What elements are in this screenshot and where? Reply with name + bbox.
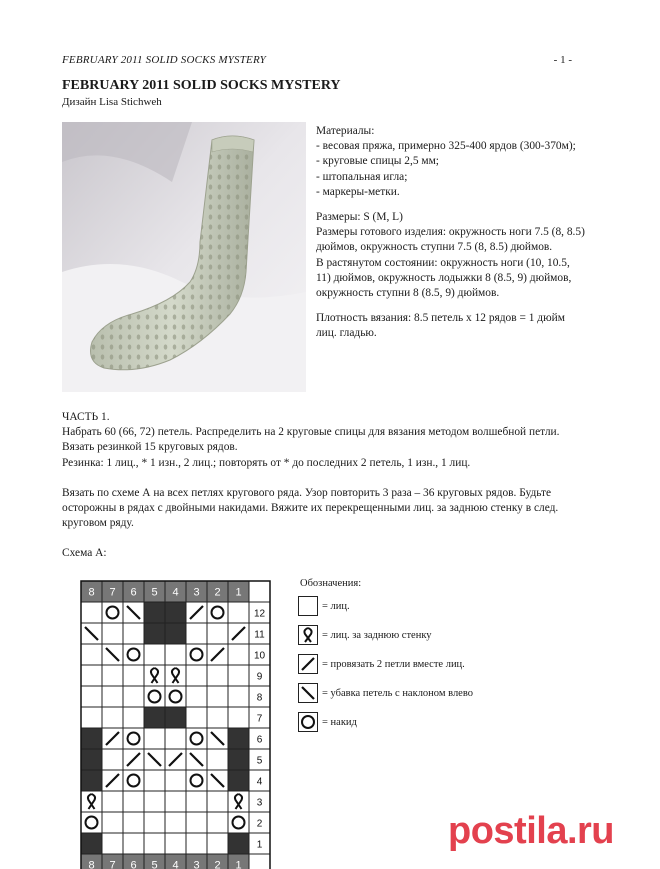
chart-cell — [102, 602, 123, 623]
chart-cell — [228, 812, 249, 833]
legend-item-yo — [298, 712, 357, 732]
chart-cell — [81, 833, 102, 854]
legend-item-ssk — [298, 683, 473, 703]
chart-cell — [144, 728, 165, 749]
chart-column-number: 2 — [214, 859, 221, 869]
materials-item: - весовая пряжа, примерно 325-400 ярдов (300-370м); — [316, 140, 576, 153]
chart-cell — [123, 728, 144, 749]
chart-cell — [165, 686, 186, 707]
chart-cell — [144, 833, 165, 854]
chart-column-number: 2 — [214, 586, 221, 599]
legend-text: = лиц. — [322, 600, 350, 612]
chart-cell — [186, 644, 207, 665]
chart-cell — [144, 602, 165, 623]
chart-cell — [123, 812, 144, 833]
part1-heading: ЧАСТЬ 1. — [62, 411, 110, 423]
chart-column-number: 3 — [193, 859, 200, 869]
twisted-stitch-icon — [298, 625, 318, 645]
chart-cell — [186, 728, 207, 749]
chart-cell — [123, 644, 144, 665]
chart-cell — [186, 665, 207, 686]
chart-cell — [144, 770, 165, 791]
part1-section — [62, 410, 582, 562]
chart-cell — [186, 770, 207, 791]
chart-row-number: 4 — [256, 776, 263, 788]
chart-column-number: 6 — [130, 859, 137, 869]
chart-cell — [102, 812, 123, 833]
materials-item: - маркеры-метки. — [316, 185, 400, 198]
chart-column-number: 8 — [88, 859, 95, 869]
chart-cell — [81, 812, 102, 833]
chart-cell — [144, 644, 165, 665]
chart-cell — [144, 791, 165, 812]
chart-column-number: 1 — [235, 586, 242, 599]
chart-row-number: 10 — [253, 650, 266, 662]
finished-sizes: Размеры готового изделия: окружность ноги 7.5 (8, 8.5) дюймов, окружность ступни 7.5 (8, 8.5) дюймов. — [316, 226, 585, 254]
running-header-title: FEBRUARY 2011 SOLID SOCKS MYSTERY — [62, 54, 267, 66]
chart-cell — [186, 686, 207, 707]
chart-cell — [144, 623, 165, 644]
chart-cell — [228, 644, 249, 665]
chart-row-number: 9 — [256, 671, 263, 683]
chart-cell — [207, 707, 228, 728]
chart-cell — [207, 665, 228, 686]
chart-column-number: 8 — [88, 586, 95, 599]
chart-cell — [207, 602, 228, 623]
legend-item-knit — [298, 596, 350, 616]
page-title: FEBRUARY 2011 SOLID SOCKS MYSTERY — [62, 78, 341, 93]
chart-cell — [228, 770, 249, 791]
chart-row-number: 3 — [256, 797, 263, 809]
chart-column-number: 5 — [151, 859, 158, 869]
chart-cell — [186, 791, 207, 812]
materials-item: - штопальная игла; — [316, 170, 408, 183]
chart-column-number: 3 — [193, 586, 200, 599]
chart-cell — [186, 812, 207, 833]
stretched-sizes: В растянутом состоянии: окружность ноги (10, 10.5, 11) дюймов, окружность лодыжки 8 (8.5, 9) дюймов, окружность ступни 8 (8.5, 9) дюймов. — [316, 256, 572, 300]
chart-cell — [165, 812, 186, 833]
designer-credit: Дизайн Lisa Stichweh — [62, 96, 162, 108]
chart-row-number: 7 — [256, 713, 263, 725]
chart-cell — [186, 623, 207, 644]
chart-label: Схема А: — [62, 547, 107, 560]
chart-row-number: 8 — [256, 692, 263, 704]
chart-column-number: 1 — [235, 859, 242, 869]
chart-cell — [102, 707, 123, 728]
chart-row-number: 1 — [256, 839, 263, 851]
chart-cell — [207, 686, 228, 707]
chart-cell — [165, 770, 186, 791]
chart-cell — [165, 644, 186, 665]
yarn-over-icon — [298, 712, 318, 732]
chart-cell — [144, 812, 165, 833]
page-number: - 1 - — [553, 54, 572, 66]
legend-item-tbl — [298, 625, 432, 645]
chart-cell — [81, 749, 102, 770]
chart-row-number: 2 — [256, 818, 263, 830]
chart-cell — [102, 665, 123, 686]
chart-cell — [165, 623, 186, 644]
chart-cell — [207, 812, 228, 833]
chart-cell — [102, 686, 123, 707]
chart-cell — [123, 665, 144, 686]
chart-cell — [207, 791, 228, 812]
chart-cell — [207, 749, 228, 770]
chart-row-number: 6 — [256, 734, 263, 746]
chart-row-number: 12 — [253, 608, 266, 620]
sizes-heading: Размеры: S (M, L) — [316, 211, 403, 224]
chart-cell — [81, 644, 102, 665]
knit-symbol-icon — [298, 596, 318, 616]
chart-cell — [186, 833, 207, 854]
chart-cell — [81, 686, 102, 707]
chart-cell — [81, 707, 102, 728]
gauge: Плотность вязания: 8.5 петель х 12 рядов = 1 дюйм лиц. гладью. — [316, 312, 565, 340]
chart-cell — [81, 728, 102, 749]
legend-text: = лиц. за заднюю стенку — [322, 629, 432, 641]
chart-cell — [81, 665, 102, 686]
legend-text: = накид — [322, 716, 357, 728]
chart-cell — [228, 686, 249, 707]
chart-cell — [165, 728, 186, 749]
chart-cell — [102, 623, 123, 644]
chart-cell — [207, 623, 228, 644]
chart-row-number: 11 — [254, 629, 265, 641]
chart-cell — [228, 728, 249, 749]
cast-on-instructions: Набрать 60 (66, 72) петель. Распределить на 2 круговые спицы для вязания методом волшебной петли. Вязать резинкой 15 круговых рядов. — [62, 426, 560, 454]
chart-cell — [123, 770, 144, 791]
chart-cell — [228, 707, 249, 728]
chart-cell — [123, 707, 144, 728]
knitting-chart — [80, 580, 270, 869]
chart-cell — [102, 791, 123, 812]
chart-cell — [186, 707, 207, 728]
legend-text: = провязать 2 петли вместе лиц. — [322, 658, 465, 670]
chart-cell — [81, 770, 102, 791]
chart-cell — [228, 833, 249, 854]
chart-column-number: 4 — [172, 859, 179, 869]
chart-column-number: 6 — [130, 586, 137, 599]
chart-cell — [165, 791, 186, 812]
chart-column-number: 7 — [109, 859, 116, 869]
legend-text: = убавка петель с наклоном влево — [322, 687, 473, 699]
chart-instructions: Вязать по схеме А на всех петлях кругового ряда. Узор повторить 3 раза – 36 круговых рядов. Будьте осторожны в рядах с двойными накидами. Вяжите их перекрещенными лиц. за заднюю стенку в след. круговом ряду. — [62, 486, 559, 530]
chart-cell — [165, 833, 186, 854]
chart-cell — [207, 833, 228, 854]
k2tog-icon — [298, 654, 318, 674]
chart-cell — [165, 602, 186, 623]
chart-cell — [144, 707, 165, 728]
chart-cell — [81, 602, 102, 623]
chart-cell — [123, 623, 144, 644]
chart-cell — [144, 686, 165, 707]
chart-cell — [102, 749, 123, 770]
chart-column-number: 7 — [109, 586, 116, 599]
ssk-icon — [298, 683, 318, 703]
chart-column-number: 4 — [172, 586, 179, 599]
sock-photo — [62, 122, 306, 392]
legend-item-k2tog — [298, 654, 465, 674]
chart-cell — [123, 833, 144, 854]
chart-cell — [165, 707, 186, 728]
materials-heading: Материалы: — [316, 125, 375, 137]
chart-cell — [228, 602, 249, 623]
pattern-info — [316, 124, 586, 342]
watermark: postila.ru — [448, 810, 615, 852]
chart-row-number: 5 — [256, 755, 263, 767]
rib-instructions: Резинка: 1 лиц., * 1 изн., 2 лиц.; повторять от * до последних 2 петель, 1 изн., 1 лиц. — [62, 456, 471, 469]
chart-cell — [228, 665, 249, 686]
legend-heading: Обозначения: — [300, 578, 362, 589]
chart-cell — [123, 686, 144, 707]
chart-cell — [123, 791, 144, 812]
chart-cell — [228, 749, 249, 770]
materials-item: - круговые спицы 2,5 мм; — [316, 155, 439, 168]
chart-column-number: 5 — [151, 586, 158, 599]
chart-cell — [102, 833, 123, 854]
